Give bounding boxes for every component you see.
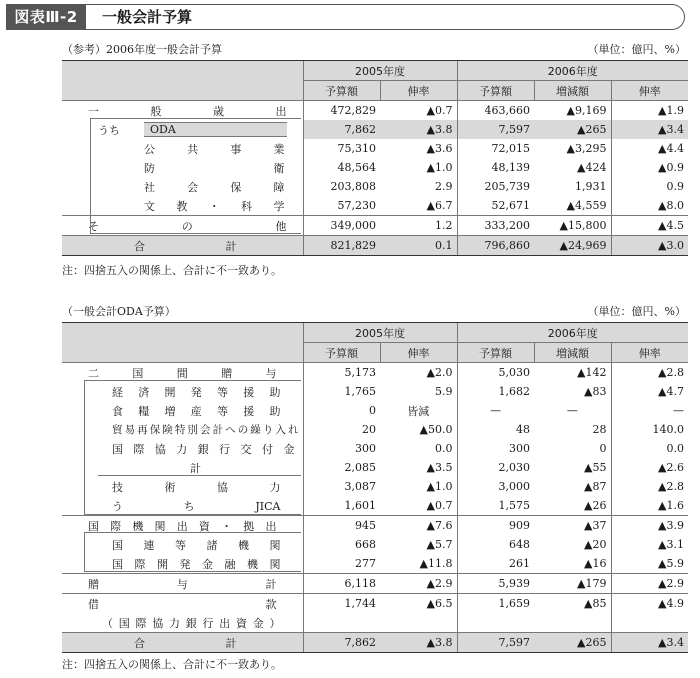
cell: 140.0 (611, 420, 688, 439)
row-label: 公共事業 (144, 142, 285, 156)
table1-col-header: 伸率 (611, 81, 688, 101)
cell: ▲85 (534, 594, 611, 614)
row-label: 一般歳出 (88, 104, 287, 118)
table-row (62, 477, 688, 496)
cell: ▲7.6 (380, 516, 457, 536)
cell: ▲3,295 (566, 142, 607, 155)
cell: ▲9,169 (566, 104, 607, 117)
cell: 7,597 (457, 633, 534, 653)
table-row (62, 401, 688, 420)
row-label: 国連等諸機関 (112, 538, 281, 552)
cell: 261 (457, 554, 534, 574)
cell: ▲0.7 (426, 499, 453, 512)
cell: 1.2 (380, 216, 457, 236)
cell: 7,862 (303, 120, 380, 139)
cell: 1,601 (303, 496, 380, 516)
table2-col-header: 伸率 (380, 343, 457, 363)
table2-col-header: 増減額 (534, 343, 611, 363)
table-row (62, 382, 688, 401)
cell: 7,597 (457, 120, 534, 139)
cell: 48,139 (457, 158, 534, 177)
table-row (62, 535, 688, 554)
cell (534, 613, 611, 633)
cell: ▲16 (584, 557, 607, 570)
cell: 20 (303, 420, 380, 439)
cell: 1,682 (457, 382, 534, 401)
cell: ▲26 (584, 499, 607, 512)
cell: ▲4.4 (611, 139, 688, 158)
cell: 5,173 (303, 363, 380, 383)
row-label: 技術協力 (112, 480, 281, 494)
cell: ▲20 (584, 538, 607, 551)
table2-caption: （一般会計ODA予算） (62, 305, 176, 318)
table-row (62, 496, 688, 516)
row-label: その他 (88, 219, 287, 233)
cell: ▲2.9 (380, 574, 457, 594)
cell: 48,564 (303, 158, 380, 177)
cell: 0.1 (380, 236, 457, 256)
table2-col-header: 予算額 (303, 343, 380, 363)
row-label: 社会保障 (144, 180, 285, 194)
row-prefix: うち (98, 123, 120, 137)
cell: ▲3.6 (426, 142, 453, 155)
table2-year-2006: 2006年度 (457, 323, 688, 343)
cell (303, 613, 380, 633)
table-row (62, 158, 688, 177)
row-label: （国際協力銀行出資金） (102, 616, 281, 630)
cell: ▲55 (584, 461, 607, 474)
cell: 463,660 (457, 101, 534, 121)
row-label: 二国間贈与 (88, 366, 277, 380)
cell: 1,575 (457, 496, 534, 516)
table-row (62, 177, 688, 196)
section-header (6, 4, 686, 30)
cell: ▲3.5 (426, 461, 453, 474)
row-label: 防衛 (144, 161, 285, 175)
cell: — (457, 401, 534, 420)
cell: ▲4.7 (611, 382, 688, 401)
cell: 2,085 (303, 458, 380, 477)
row-label: 食糧増産等援助 (112, 404, 281, 418)
cell: 277 (303, 554, 380, 574)
cell: ▲5.9 (611, 554, 688, 574)
cell: 57,230 (303, 196, 380, 216)
table2-note: 注：四捨五入の関係上、合計に不一致あり。 (62, 658, 282, 671)
cell (611, 613, 688, 633)
cell: ▲87 (584, 480, 607, 493)
cell: 0 (303, 401, 380, 420)
table-row (62, 363, 688, 383)
table1-col-header: 増減額 (534, 81, 611, 101)
cell: 1,765 (303, 382, 380, 401)
cell: ▲3.4 (611, 633, 688, 653)
cell: ▲8.0 (611, 196, 688, 216)
table1-note: 注：四捨五入の関係上、合計に不一致あり。 (62, 264, 282, 277)
cell: 648 (457, 535, 534, 554)
cell: 0.0 (611, 439, 688, 458)
table-row (62, 613, 688, 633)
table2-col-header: 伸率 (611, 343, 688, 363)
general-budget-table (62, 60, 688, 256)
cell: 333,200 (457, 216, 534, 236)
figure-label: 図表Ⅲ-2 (6, 4, 86, 30)
cell: ▲1.0 (426, 480, 453, 493)
table-row (62, 120, 688, 139)
row-label: 国際機関出資・拠出 (88, 519, 277, 533)
cell: ▲265 (534, 120, 611, 139)
cell: ▲50.0 (419, 423, 453, 436)
table-row (62, 554, 688, 574)
cell: 1,659 (457, 594, 534, 614)
table2-year-2005: 2005年度 (303, 323, 457, 343)
cell: ▲3.9 (611, 516, 688, 536)
row-label: 貿易再保険特別会計への繰り入れ (112, 424, 299, 436)
cell: 2,030 (457, 458, 534, 477)
cell: 5.9 (435, 385, 453, 398)
table1-col-header: 予算額 (303, 81, 380, 101)
cell: 7,862 (303, 633, 380, 653)
row-label: ODA (144, 122, 287, 137)
cell: ▲11.8 (419, 557, 453, 570)
cell: 0 (599, 442, 607, 455)
row-label: 計 (190, 461, 201, 475)
table-row (62, 139, 688, 158)
cell: ▲0.7 (426, 104, 453, 117)
cell: ▲6.5 (380, 594, 457, 614)
table-row (62, 101, 688, 121)
cell: — (566, 404, 578, 417)
cell: ▲37 (534, 516, 611, 536)
page-title: 一般会計予算 (102, 8, 193, 26)
cell: 0.9 (611, 177, 688, 196)
cell: 72,015 (457, 139, 534, 158)
table-row (62, 420, 688, 439)
row-label: 国際開発金融機関 (112, 557, 281, 571)
cell: 796,860 (457, 236, 534, 256)
table1-col-header: 予算額 (457, 81, 534, 101)
cell: ▲1.6 (611, 496, 688, 516)
row-label: 借款 (88, 597, 277, 611)
cell: ▲265 (534, 633, 611, 653)
table1-year-2005: 2005年度 (303, 61, 457, 81)
table1-stub-header (62, 61, 303, 101)
cell: ▲142 (577, 366, 607, 379)
table2-unit: （単位：億円、%） (587, 305, 686, 318)
cell: 2.9 (435, 180, 453, 193)
cell: ▲2.8 (611, 363, 688, 383)
cell: 1,744 (303, 594, 380, 614)
cell: ▲2.0 (426, 366, 453, 379)
cell: 5,939 (457, 574, 534, 594)
cell: 52,671 (457, 196, 534, 216)
cell: 48 (457, 420, 534, 439)
cell: 668 (303, 535, 380, 554)
cell: ▲3.1 (611, 535, 688, 554)
cell: ▲4.5 (611, 216, 688, 236)
cell: ▲1.0 (426, 161, 453, 174)
cell: ▲5.7 (426, 538, 453, 551)
cell: 300 (303, 439, 380, 458)
cell: ▲83 (584, 385, 607, 398)
cell: ▲3.8 (380, 120, 457, 139)
table1-year-2006: 2006年度 (457, 61, 688, 81)
cell: ▲6.7 (426, 199, 453, 212)
cell: ▲4.9 (611, 594, 688, 614)
cell: ▲3.8 (380, 633, 457, 653)
cell: 1,931 (575, 180, 607, 193)
table-row (62, 594, 688, 614)
cell: ▲2.8 (611, 477, 688, 496)
row-label: 国際協力銀行交付金 (112, 442, 295, 456)
row-label: 合計 (134, 239, 237, 253)
cell: 5,030 (457, 363, 534, 383)
table-row (62, 458, 688, 477)
cell: 203,808 (303, 177, 380, 196)
row-label: 贈与計 (88, 577, 277, 591)
cell: ▲3.0 (611, 236, 688, 256)
cell: ▲2.9 (611, 574, 688, 594)
table-row-total (62, 633, 688, 653)
table-row (62, 516, 688, 536)
cell: ▲15,800 (534, 216, 611, 236)
cell: 300 (457, 439, 534, 458)
table2-col-header: 予算額 (457, 343, 534, 363)
cell: ▲2.6 (611, 458, 688, 477)
cell: ▲1.9 (611, 101, 688, 121)
row-label: 経済開発等援助 (112, 385, 281, 399)
table-row-total (62, 236, 688, 256)
cell: 205,739 (457, 177, 534, 196)
cell: 3,087 (303, 477, 380, 496)
table-row (62, 574, 688, 594)
table-row (62, 439, 688, 458)
cell: ▲24,969 (534, 236, 611, 256)
table-row (62, 196, 688, 216)
cell (380, 613, 457, 633)
table2-stub-header (62, 323, 303, 363)
table1-col-header: 伸率 (380, 81, 457, 101)
table1-caption: （参考）2006年度一般会計予算 (62, 43, 222, 56)
cell: 皆減 (407, 404, 430, 418)
cell: ▲0.9 (611, 158, 688, 177)
table-row (62, 216, 688, 236)
cell: 472,829 (303, 101, 380, 121)
cell (457, 613, 534, 633)
cell: 75,310 (303, 139, 380, 158)
cell: 945 (303, 516, 380, 536)
cell: 0.0 (435, 442, 453, 455)
cell: 28 (592, 423, 607, 436)
cell: ▲4,559 (566, 199, 607, 212)
cell: ▲179 (534, 574, 611, 594)
cell: 3,000 (457, 477, 534, 496)
cell: ▲424 (577, 161, 607, 174)
cell: 821,829 (303, 236, 380, 256)
cell: 349,000 (303, 216, 380, 236)
row-label: 合計 (134, 636, 237, 650)
row-label: うちJICA (112, 499, 281, 513)
cell: ▲3.4 (611, 120, 688, 139)
cell: 6,118 (303, 574, 380, 594)
cell: — (611, 401, 688, 420)
oda-budget-table (62, 322, 688, 653)
cell: 909 (457, 516, 534, 536)
table1-unit: （単位：億円、%） (587, 43, 686, 56)
row-label: 文教・科学 (144, 199, 285, 213)
